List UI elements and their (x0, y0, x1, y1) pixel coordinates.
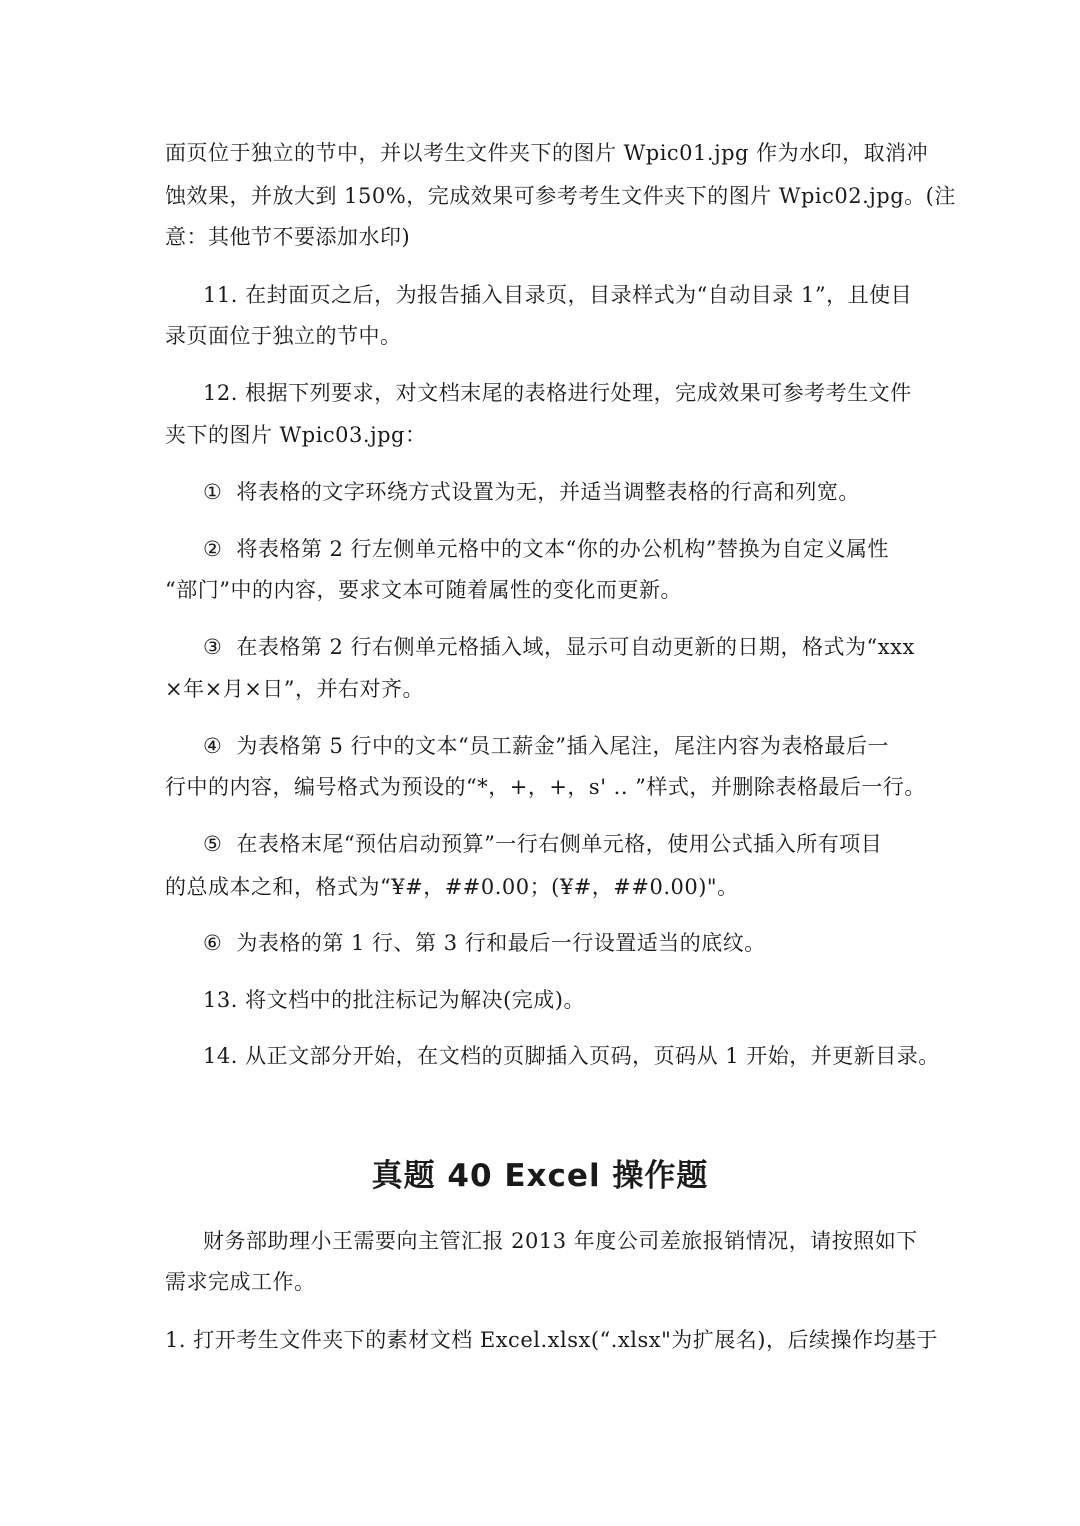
paragraph-10-line-1: 面页位于独立的节中，并以考生文件夹下的图片 Wpic01.jpg 作为水印，取消冲 (165, 141, 929, 165)
item-text: 在表格第 2 行右侧单元格插入域，显示可自动更新的日期，格式为“xxx (236, 635, 915, 659)
list-item-4 (203, 731, 889, 761)
item-text: 将表格的文字环绕方式设置为无，并适当调整表格的行高和列宽。 (236, 480, 860, 504)
item-number: ⑤ (203, 832, 223, 856)
list-item-2 (203, 534, 889, 564)
intro-line-2: 需求完成工作。 (165, 1270, 316, 1294)
list-item-3-continued: ×年×月×日”，并右对齐。 (165, 677, 425, 701)
item-text: 为表格的第 1 行、第 3 行和最后一行设置适当的底纹。 (236, 931, 766, 955)
item-text: 为表格第 5 行中的文本“员工薪金”插入尾注，尾注内容为表格最后一 (236, 734, 890, 758)
paragraph-11-line-2: 录页面位于独立的节中。 (165, 324, 402, 348)
list-item-4-continued: 行中的内容，编号格式为预设的“*，+，+，s' .. ”样式，并删除表格最后一行。 (165, 775, 926, 799)
list-item-2-continued: “部门”中的内容，要求文本可随着属性的变化而更新。 (165, 578, 682, 602)
paragraph-12-line-1: 12. 根据下列要求，对文档末尾的表格进行处理，完成效果可参考考生文件 (203, 381, 912, 405)
item-number: ③ (203, 635, 223, 659)
paragraph-11-line-1: 11. 在封面页之后，为报告插入目录页，目录样式为“自动目录 1”，且使目 (203, 283, 913, 307)
list-item-3 (203, 632, 915, 662)
list-item-6 (203, 928, 766, 958)
section-heading: 真题 40 Excel 操作题 (371, 1158, 709, 1194)
item-number: ⑥ (203, 931, 223, 955)
item-number: ④ (203, 734, 223, 758)
item-text: 将表格第 2 行左侧单元格中的文本“你的办公机构”替换为自定义属性 (236, 537, 890, 561)
paragraph-12-line-2: 夹下的图片 Wpic03.jpg： (165, 423, 427, 447)
list-item-1 (203, 477, 860, 507)
paragraph-10-line-2: 蚀效果，并放大到 150%，完成效果可参考考生文件夹下的图片 Wpic02.jpg。(注 (165, 184, 956, 208)
paragraph-10-line-3: 意：其他节不要添加水印) (165, 225, 411, 249)
step-1-line: 1. 打开考生文件夹下的素材文档 Excel.xlsx(“.xlsx"为扩展名)，后续操作均基于 (165, 1328, 938, 1352)
paragraph-14: 14. 从正文部分开始，在文档的页脚插入页码，页码从 1 开始，并更新目录。 (203, 1044, 940, 1068)
intro-line-1: 财务部助理小王需要向主管汇报 2013 年度公司差旅报销情况，请按照如下 (203, 1229, 918, 1253)
item-number: ② (203, 537, 223, 561)
item-number: ① (203, 480, 223, 504)
item-text: 在表格末尾“预估启动预算”一行右侧单元格，使用公式插入所有项目 (236, 832, 883, 856)
list-item-5 (203, 829, 882, 859)
paragraph-13: 13. 将文档中的批注标记为解决(完成)。 (203, 988, 585, 1012)
list-item-5-continued: 的总成本之和，格式为“¥#，##0.00；(¥#，##0.00)"。 (165, 875, 739, 899)
